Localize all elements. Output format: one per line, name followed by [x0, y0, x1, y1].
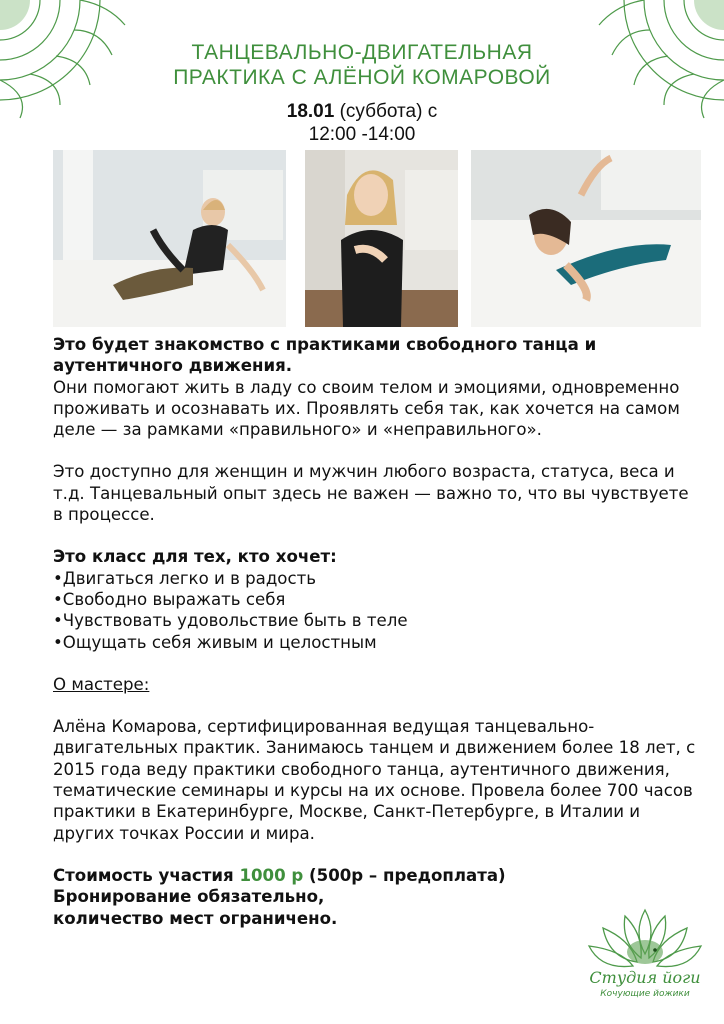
- list-item: •Чувствовать удовольствие быть в теле: [53, 611, 408, 631]
- price-prepay: (500р – предоплата): [303, 865, 506, 885]
- booking-text: Бронирование обязательно,: [53, 887, 325, 907]
- event-date: [0, 100, 724, 146]
- event-weekday: (суббота) с: [334, 101, 438, 122]
- event-day: 18.01: [286, 101, 335, 122]
- audience-text: Это доступно для женщин и мужчин любого возраста, статуса, веса и т.д. Танцевальный опыт здесь не важен — важно то, что вы чувствуете в процессе.: [53, 462, 689, 525]
- event-description: [53, 334, 703, 929]
- price-amount: 1000 р: [239, 865, 304, 885]
- list-item: •Двигаться легко и в радость: [53, 568, 317, 588]
- master-text: Алёна Комарова, сертифицированная ведущая танцевально-двигательных практик. Занимаюсь танцем и движением более 18 лет, с 2015 года веду практики свободного танца, аутентичного движения, тематические семинары и курсы на их основе. Провела более 700 часов практики в Екатеринбурге, Москве, Санкт-Петербурге, в Италии и других точках России и мира.: [53, 717, 696, 843]
- price-line: [53, 865, 703, 886]
- master-heading: О мастере:: [53, 674, 150, 694]
- title-line-2: ПРАКТИКА С АЛЁНОЙ КОМАРОВОЙ: [173, 66, 551, 89]
- logo-subtitle: Кочующие йожики: [600, 989, 690, 999]
- photo-standing-dance: [305, 150, 458, 327]
- intro-text: Они помогают жить в ладу со своим телом и эмоциями, одновременно проживать и осознавать их. Проявлять себя так, как хочется на самом деле — за рамками «правильного» и «неправильного».: [53, 377, 680, 440]
- page-title: [0, 40, 724, 90]
- logo-name: Студия йоги: [589, 968, 701, 987]
- list-item: •Свободно выражать себя: [53, 589, 286, 609]
- list-item: •Ощущать себя живым и целостным: [53, 632, 377, 652]
- price-label: Стоимость участия: [53, 865, 240, 885]
- class-for-heading: Это класс для тех, кто хочет:: [53, 547, 337, 567]
- photo-floor-stretch: [471, 150, 701, 327]
- intro-heading: Это будет знакомство с практиками свободного танца и аутентичного движения.: [53, 335, 597, 376]
- limited-text: количество мест ограничено.: [53, 908, 338, 928]
- event-time: 12:00 -14:00: [308, 124, 416, 145]
- title-line-1: ТАНЦЕВАЛЬНО-ДВИГАТЕЛЬНАЯ: [191, 41, 533, 64]
- photo-floor-dance: [53, 150, 286, 327]
